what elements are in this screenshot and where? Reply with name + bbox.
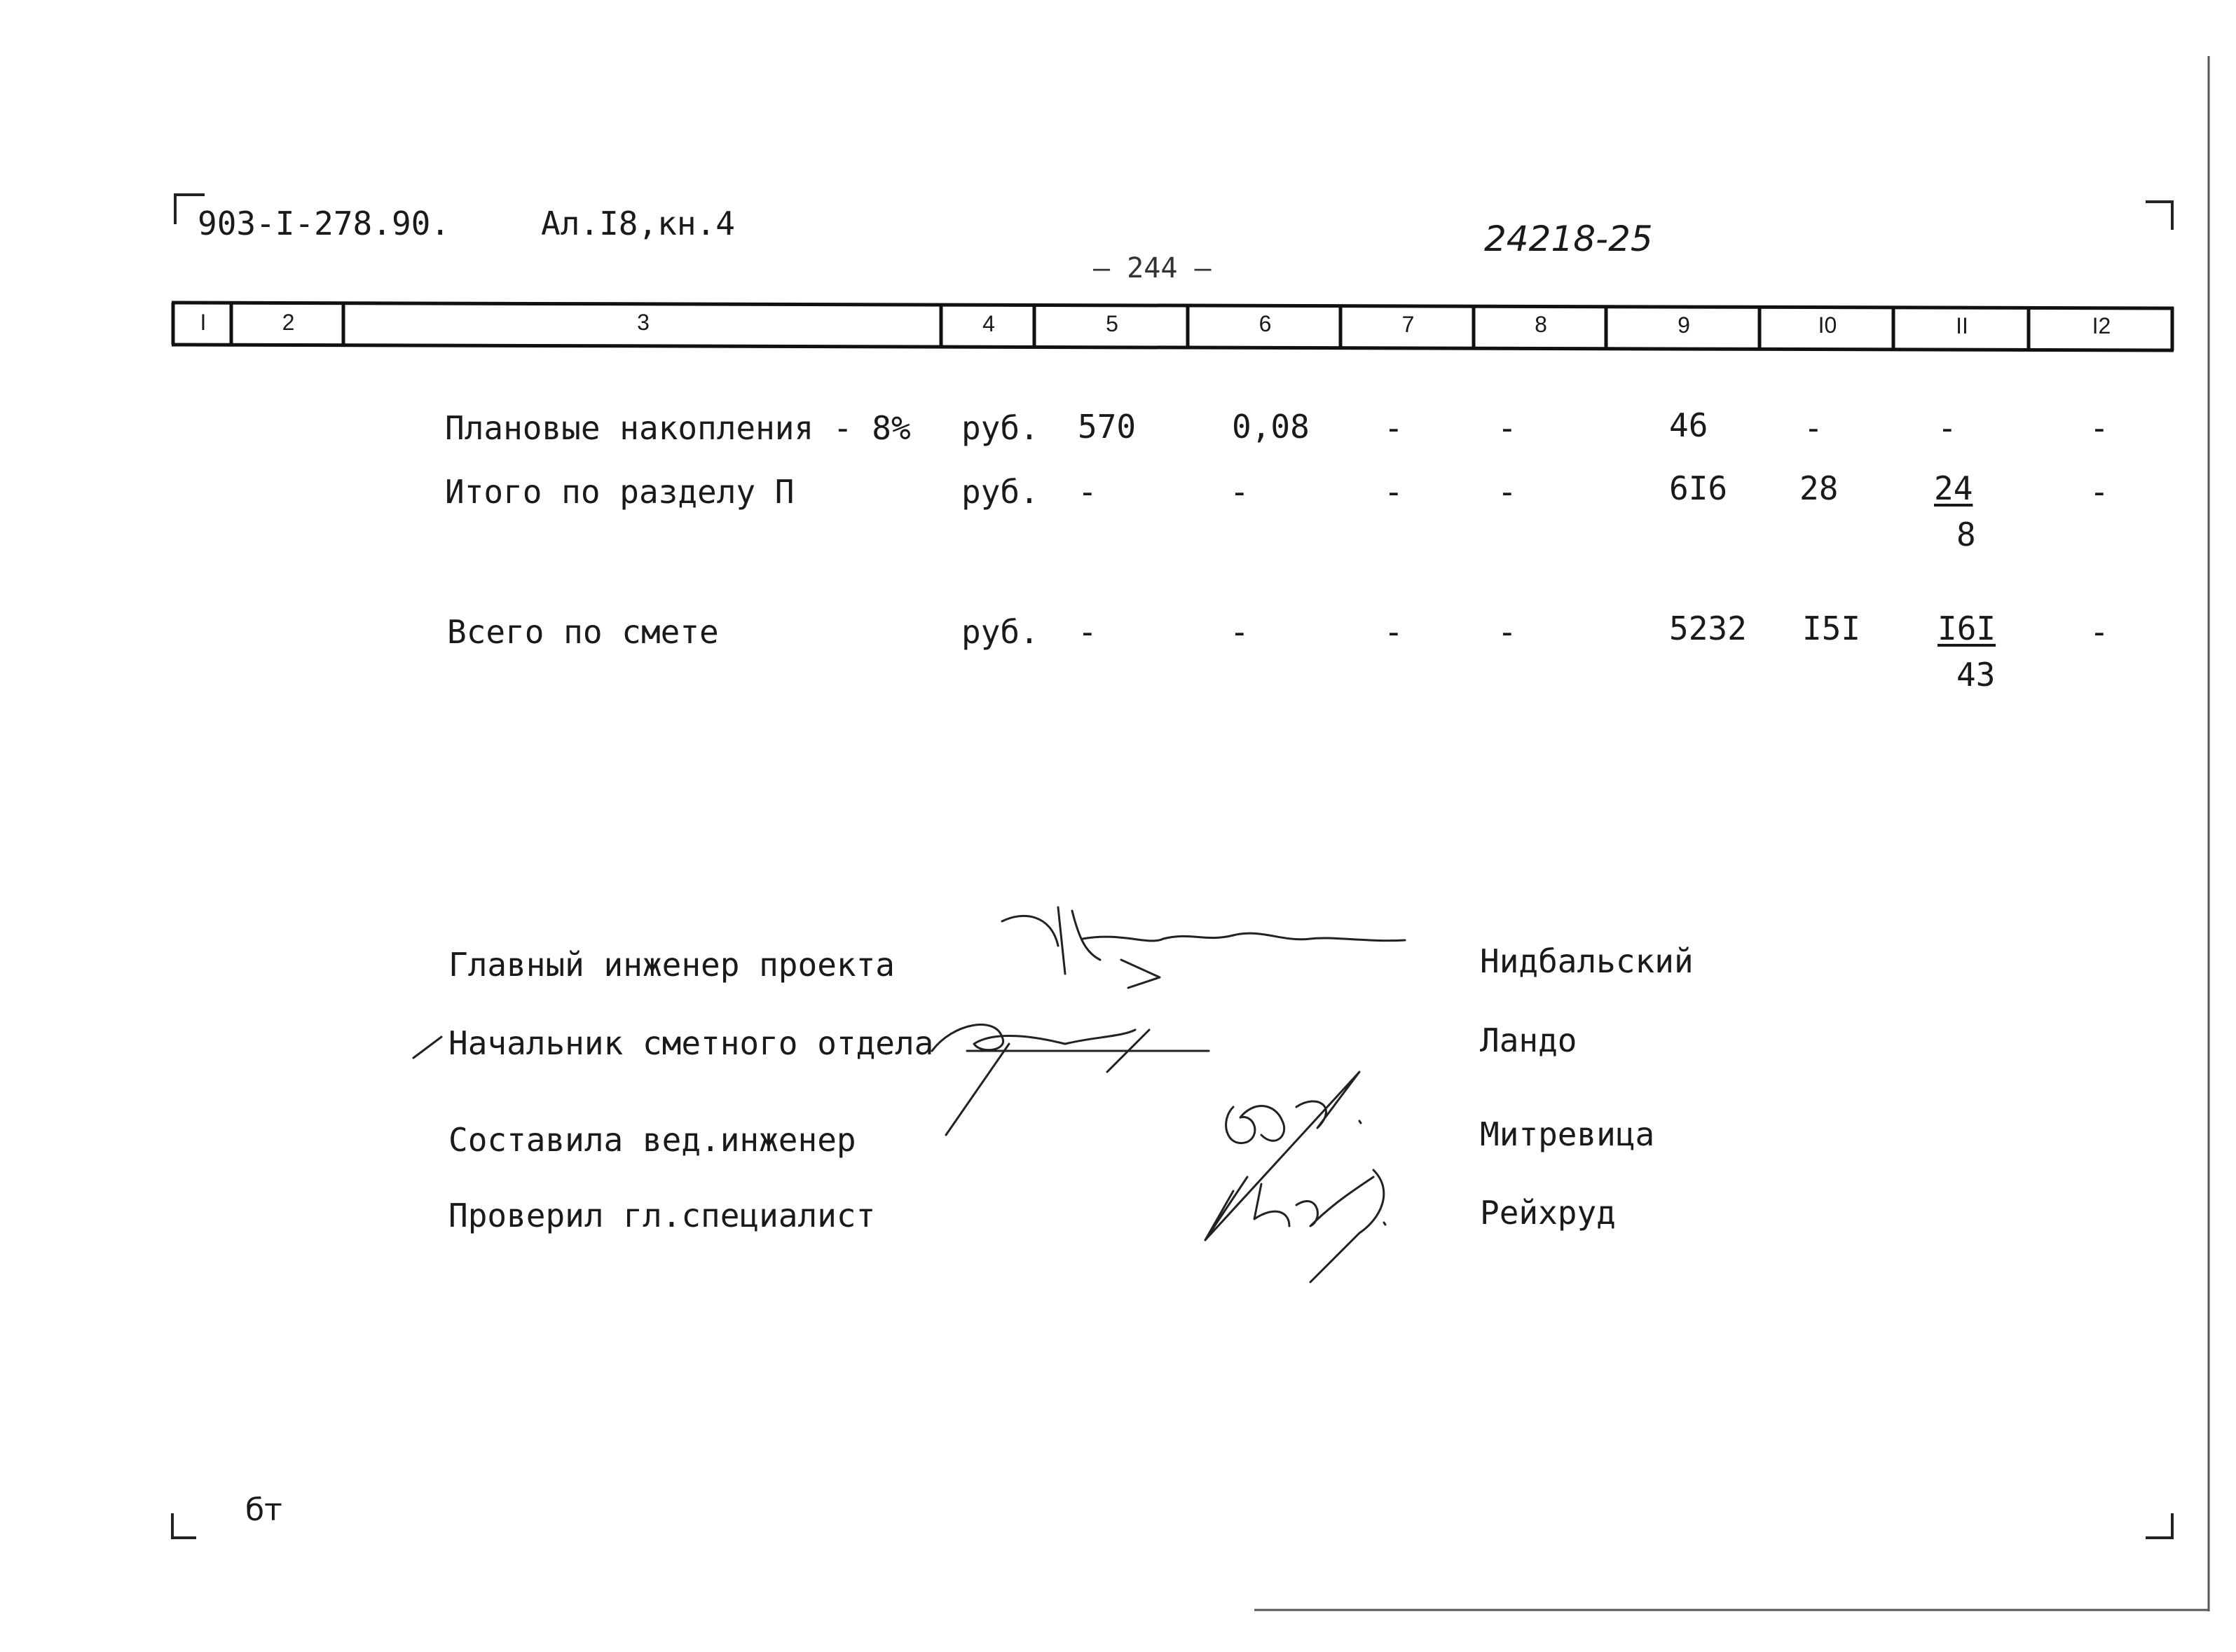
row-1-col5: 570 xyxy=(1078,408,1137,446)
column-number-10: I0 xyxy=(1818,312,1837,338)
row-1-name: Плановые накопления - 8% xyxy=(445,409,911,447)
row-2-col9: 6I6 xyxy=(1669,469,1728,507)
column-number-5: 5 xyxy=(1106,311,1118,336)
column-number-11: II xyxy=(1956,313,1968,338)
row-3-col11-sub: 43 xyxy=(1956,656,1996,694)
row-3-unit: руб. xyxy=(961,613,1039,651)
archive-number: 24218-25 xyxy=(1484,219,1653,259)
row-2-col12: - xyxy=(2090,473,2109,511)
column-number-3: 3 xyxy=(637,310,650,335)
column-number-8: 8 xyxy=(1535,312,1547,337)
row-2-name: Итого по разделу П xyxy=(445,473,795,511)
row-2-col8: - xyxy=(1497,473,1517,511)
row-1-col10: - xyxy=(1804,409,1823,447)
row-3-col8: - xyxy=(1497,613,1517,651)
row-3-col9: 5232 xyxy=(1669,610,1747,647)
row-2-col11: 24 xyxy=(1934,469,1973,507)
column-number-12: I2 xyxy=(2092,313,2111,338)
signature-compiler xyxy=(1205,1072,1361,1240)
row-2-col6: - xyxy=(1230,473,1249,511)
signature-name-chief-engineer: Нидбальский xyxy=(1480,942,1694,980)
signature-estimate-head xyxy=(413,1025,1209,1135)
column-number-1: I xyxy=(200,310,207,335)
signature-role-compiler: Составила вед.инженер xyxy=(448,1121,856,1159)
row-1-col9: 46 xyxy=(1669,406,1708,444)
page-number: — 244 — xyxy=(1093,252,1212,284)
row-1-col7: - xyxy=(1384,409,1404,447)
column-number-6: 6 xyxy=(1258,311,1272,336)
row-1-unit: руб. xyxy=(961,409,1039,447)
column-number-2: 2 xyxy=(282,310,295,335)
row-3-name: Всего по смете xyxy=(447,613,719,651)
row-1-col11: - xyxy=(1937,409,1957,447)
signature-name-checker: Рейхруд xyxy=(1480,1194,1616,1232)
signature-role-checker: Проверил гл.специалист xyxy=(448,1197,876,1234)
signature-role-chief-engineer: Главный инженер проекта xyxy=(448,946,895,984)
row-2-col7: - xyxy=(1384,473,1404,511)
row-1-col8: - xyxy=(1497,409,1517,447)
row-3-col12: - xyxy=(2090,613,2109,651)
signature-chief-engineer xyxy=(1002,907,1405,988)
signature-name-compiler: Митревица xyxy=(1480,1115,1655,1153)
column-number-7: 7 xyxy=(1401,312,1415,337)
row-3-col5: - xyxy=(1078,613,1097,651)
row-3-col6: - xyxy=(1230,613,1249,651)
row-3-col10: I5I xyxy=(1802,610,1861,647)
row-2-unit: руб. xyxy=(961,473,1039,511)
row-2-col11-sub: 8 xyxy=(1956,516,1976,553)
column-number-9: 9 xyxy=(1678,312,1690,338)
signature-role-estimate-head: Начальник сметного отдела xyxy=(448,1024,934,1062)
row-1-col12: - xyxy=(2090,409,2109,447)
row-3-col11: I6I xyxy=(1937,610,1996,647)
row-2-col5: - xyxy=(1078,473,1097,511)
column-number-4: 4 xyxy=(982,311,995,336)
album-ref: Ал.I8,кн.4 xyxy=(541,205,735,242)
row-3-col7: - xyxy=(1384,613,1404,651)
footer-mark: бт xyxy=(245,1492,282,1528)
row-2-col10: 28 xyxy=(1799,469,1839,507)
doc-code: 903-I-278.90. xyxy=(198,205,451,242)
signature-name-estimate-head: Ландо xyxy=(1480,1021,1577,1059)
row-1-col6: 0,08 xyxy=(1232,408,1310,446)
signature-checker xyxy=(1205,1170,1385,1282)
